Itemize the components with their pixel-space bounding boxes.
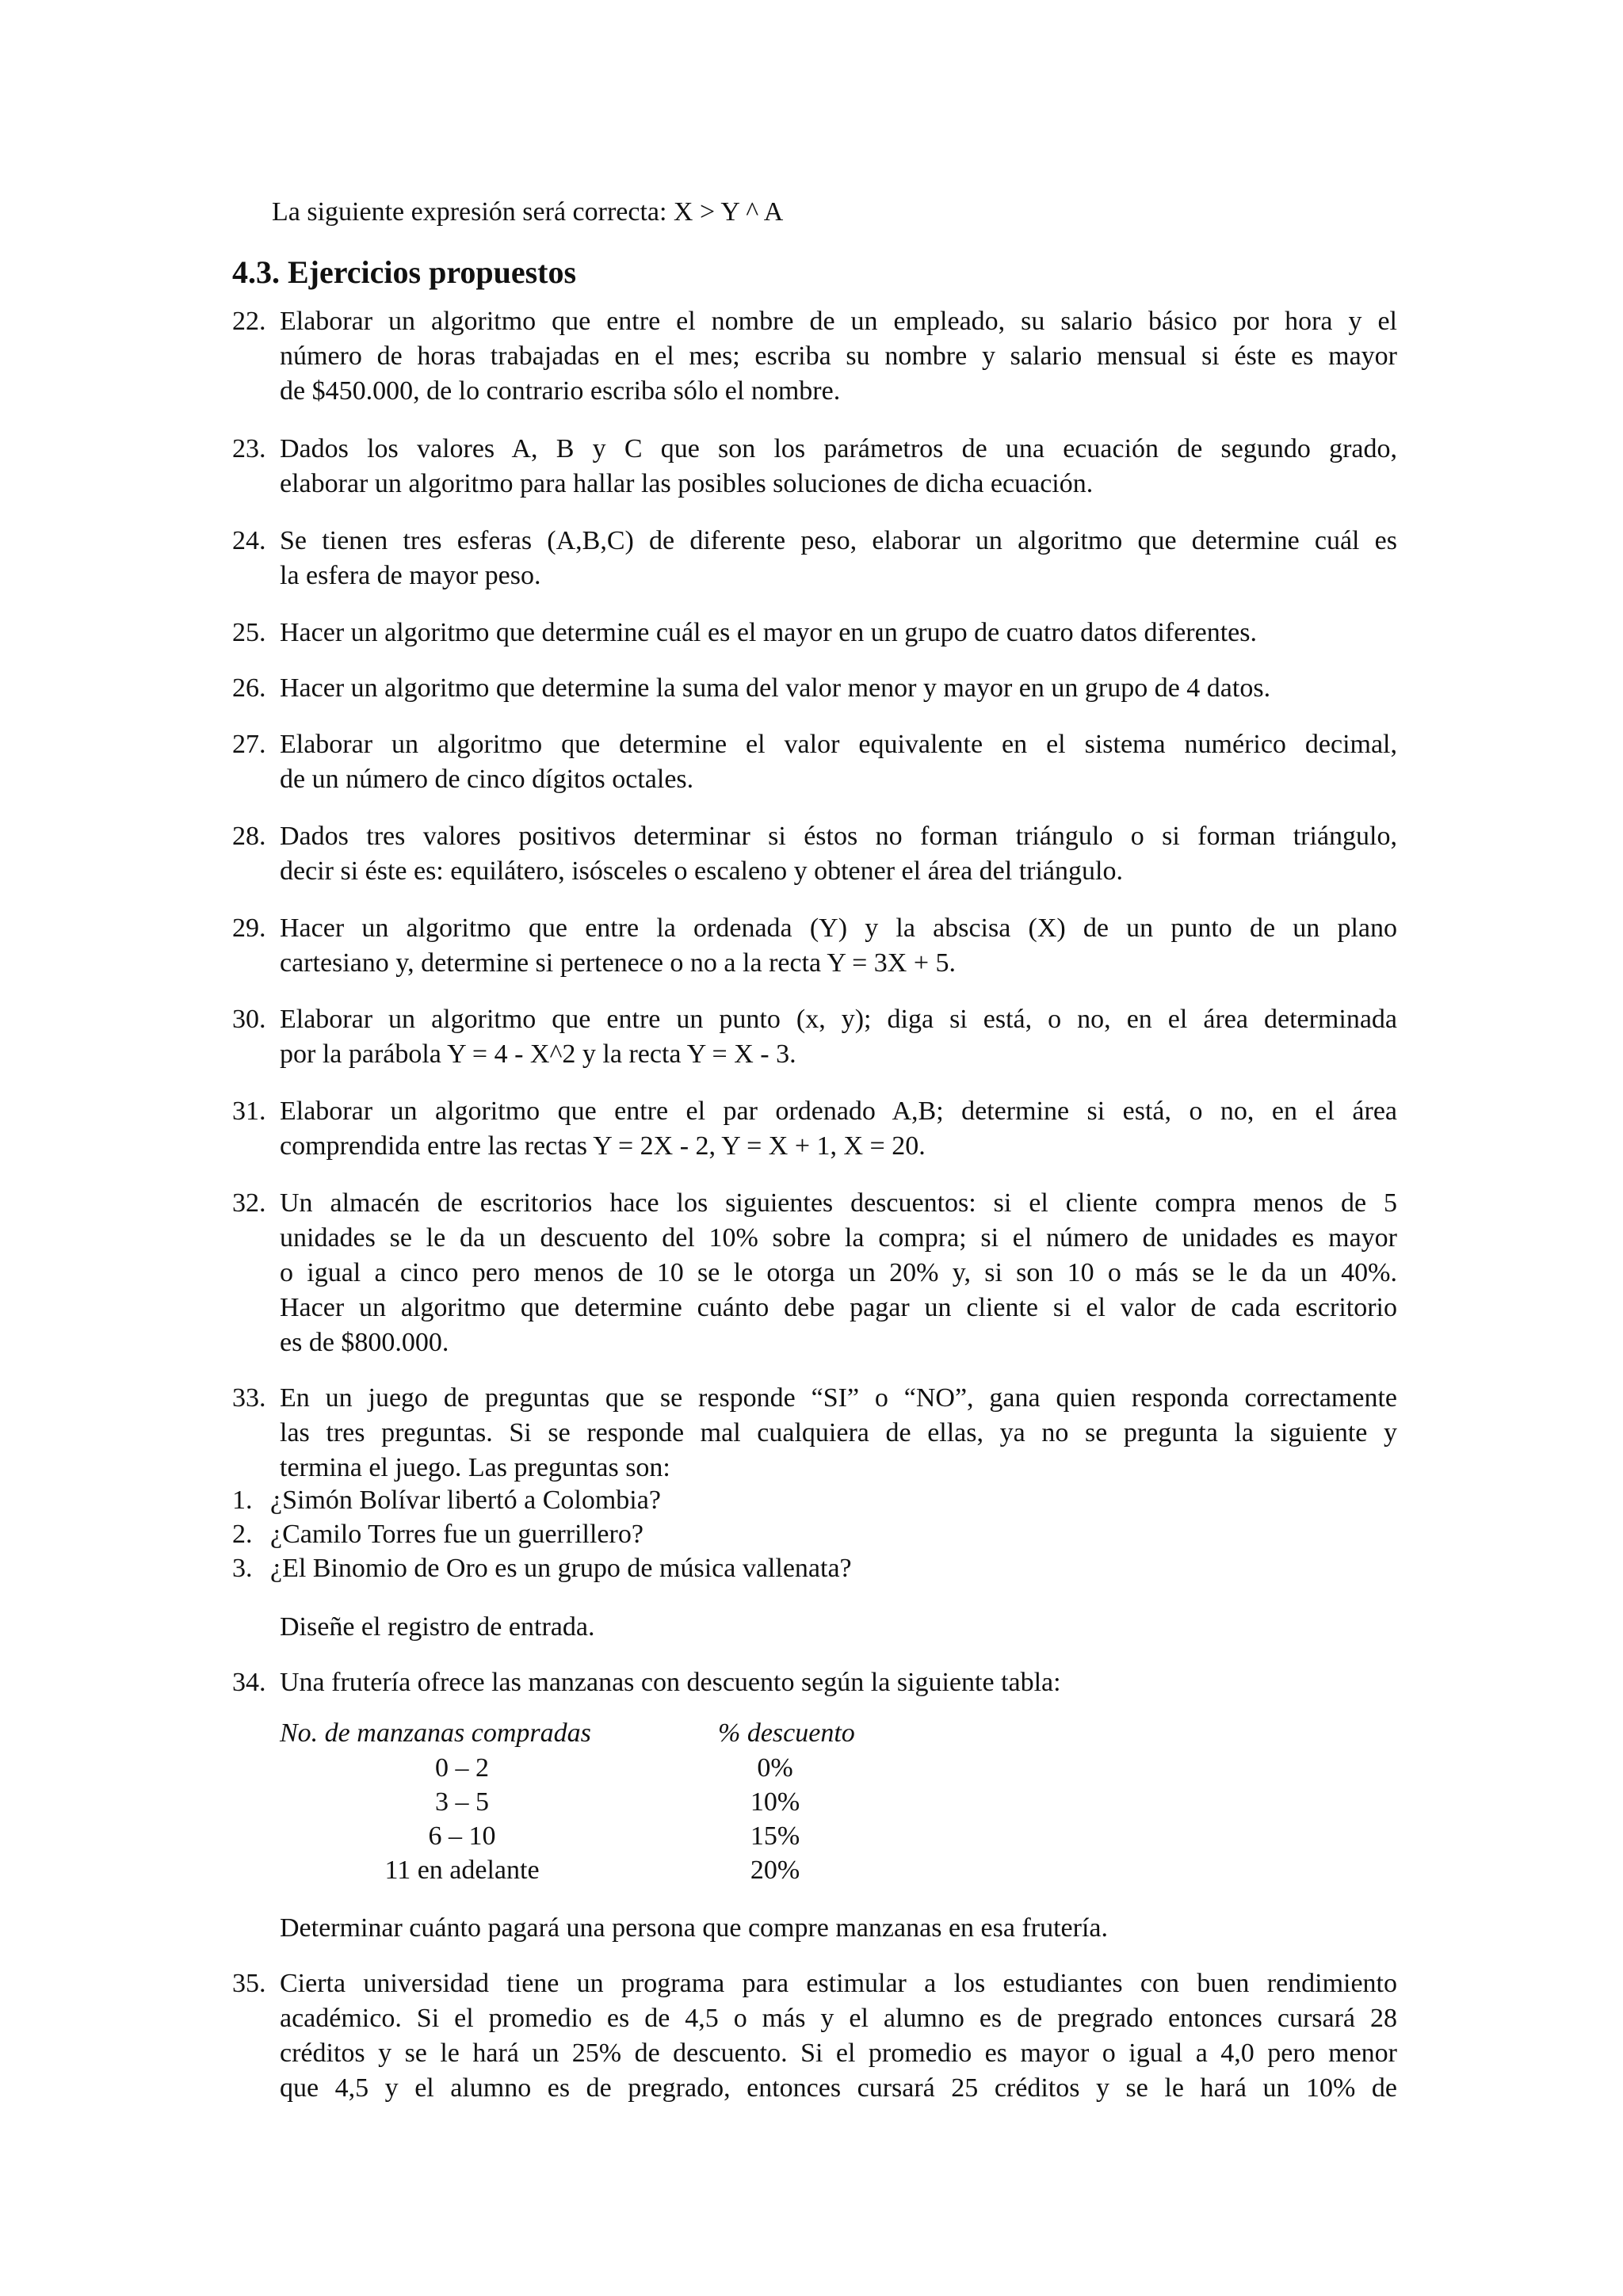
exercise-line: es de $800.000.	[280, 1328, 449, 1357]
exercise-number: 25.	[232, 618, 266, 647]
exercise-text	[280, 819, 1397, 889]
exercise-line: las tres preguntas. Si se responde mal cualquiera de ellas, ya no se pregunta la siguiente y	[280, 1418, 1397, 1447]
exercise-text	[280, 671, 1397, 706]
table-header-discount: % descuento	[718, 1718, 855, 1748]
exercise-line: Hacer un algoritmo que determine cuánto debe pagar un cliente si el valor de cada escritorio	[280, 1293, 1397, 1322]
exercise-line: créditos y se le hará un 25% de descuento. Si el promedio es mayor o igual a 4,0 pero menor	[280, 2039, 1397, 2068]
exercise-30	[232, 1002, 1397, 1072]
exercise-28	[232, 819, 1397, 889]
exercise-number: 23.	[232, 434, 266, 463]
exercise-line: Dados tres valores positivos determinar si éstos no forman triángulo o si forman triángulo,	[280, 822, 1397, 851]
design-note: Diseñe el registro de entrada.	[280, 1612, 595, 1642]
exercise-number: 27.	[232, 730, 266, 759]
question-text: ¿Simón Bolívar libertó a Colombia?	[270, 1486, 661, 1515]
exercise-number: 28.	[232, 822, 266, 851]
question-item	[232, 1517, 643, 1552]
exercise-line: Se tienen tres esferas (A,B,C) de diferente peso, elaborar un algoritmo que determine cuál es	[280, 526, 1397, 555]
table-cell-discount: 10%	[750, 1787, 800, 1817]
exercise-text	[280, 1665, 1397, 1700]
exercise-number: 34.	[232, 1668, 266, 1697]
table-cell-quantity: 6 – 10	[428, 1821, 496, 1851]
exercise-line: de un número de cinco dígitos octales.	[280, 765, 694, 794]
exercise-line: unidades se le da un descuento del 10% sobre la compra; si el número de unidades es mayor	[280, 1223, 1397, 1253]
question-number: 3.	[232, 1554, 253, 1583]
exercise-text	[280, 304, 1397, 409]
exercise-27	[232, 727, 1397, 797]
exercise-line: Elaborar un algoritmo que entre el par ordenado A,B; determine si está, o no, en el área	[280, 1097, 1397, 1126]
table-cell-discount: 15%	[750, 1821, 800, 1851]
exercise-number: 22.	[232, 307, 266, 336]
exercise-number: 30.	[232, 1005, 266, 1034]
table-cell-quantity: 11 en adelante	[384, 1855, 540, 1885]
exercise-line: cartesiano y, determine si pertenece o no a la recta Y = 3X + 5.	[280, 948, 957, 978]
exercise-line: Elaborar un algoritmo que entre un punto (x, y); diga si está, o no, en el área determinada	[280, 1005, 1397, 1034]
exercise-text	[280, 1966, 1397, 2106]
table-header-quantity: No. de manzanas compradas	[280, 1718, 591, 1748]
exercise-text	[280, 616, 1397, 650]
exercise-34-closing: Determinar cuánto pagará una persona que compre manzanas en esa frutería.	[280, 1913, 1108, 1943]
exercise-line: elaborar un algoritmo para hallar las posibles soluciones de dicha ecuación.	[280, 469, 1094, 498]
table-cell-discount: 20%	[750, 1855, 800, 1885]
exercise-25	[232, 616, 1397, 650]
exercise-line: Hacer un algoritmo que entre la ordenada (Y) y la abscisa (X) de un punto de un plano	[280, 913, 1397, 943]
exercise-line: Hacer un algoritmo que determine cuál es el mayor en un grupo de cuatro datos diferentes.	[280, 618, 1257, 647]
exercise-number: 32.	[232, 1188, 266, 1218]
exercise-text	[280, 1381, 1397, 1486]
exercise-34	[232, 1665, 1397, 1700]
exercise-text	[280, 911, 1397, 981]
exercise-line: termina el juego. Las preguntas son:	[280, 1453, 670, 1482]
exercise-line: por la parábola Y = 4 - X^2 y la recta Y = X - 3.	[280, 1039, 796, 1069]
exercise-24	[232, 524, 1397, 593]
exercise-line: Hacer un algoritmo que determine la suma del valor menor y mayor en un grupo de 4 datos.	[280, 673, 1271, 703]
question-item	[232, 1483, 661, 1518]
exercise-number: 26.	[232, 673, 266, 703]
exercise-29	[232, 911, 1397, 981]
question-item	[232, 1551, 852, 1586]
exercise-line: Una frutería ofrece las manzanas con descuento según la siguiente tabla:	[280, 1668, 1061, 1697]
exercise-line: Elaborar un algoritmo que entre el nombre de un empleado, su salario básico por hora y el	[280, 307, 1397, 336]
exercise-line: Cierta universidad tiene un programa para estimular a los estudiantes con buen rendimiento	[280, 1969, 1397, 1998]
exercise-number: 33.	[232, 1383, 266, 1413]
exercise-text	[280, 524, 1397, 593]
exercise-line: que 4,5 y el alumno es de pregrado, entonces cursará 25 créditos y se le hará un 10% de	[280, 2073, 1397, 2103]
exercise-number: 31.	[232, 1097, 266, 1126]
exercise-number: 24.	[232, 526, 266, 555]
exercise-line: número de horas trabajadas en el mes; escriba su nombre y salario mensual si éste es mayor	[280, 341, 1397, 371]
section-heading: 4.3. Ejercicios propuestos	[232, 254, 577, 290]
exercise-line: o igual a cinco pero menos de 10 se le otorga un 20% y, si son 10 o más se le da un 40%.	[280, 1258, 1397, 1287]
exercise-32	[232, 1186, 1397, 1360]
question-number: 2.	[232, 1520, 253, 1549]
exercise-26	[232, 671, 1397, 706]
exercise-line: académico. Si el promedio es de 4,5 o más y el alumno es de pregrado entonces cursará 28	[280, 2004, 1397, 2033]
exercise-text	[280, 1186, 1397, 1360]
exercise-line: Un almacén de escritorios hace los siguientes descuentos: si el cliente compra menos de 5	[280, 1188, 1397, 1218]
exercise-22	[232, 304, 1397, 409]
exercise-text	[280, 432, 1397, 502]
exercise-text	[280, 1094, 1397, 1164]
exercise-line: la esfera de mayor peso.	[280, 561, 541, 590]
exercise-line: de $450.000, de lo contrario escriba sólo el nombre.	[280, 376, 841, 406]
exercise-line: Dados los valores A, B y C que son los parámetros de una ecuación de segundo grado,	[280, 434, 1397, 463]
exercise-23	[232, 432, 1397, 502]
table-cell-quantity: 3 – 5	[435, 1787, 489, 1817]
exercise-text	[280, 727, 1397, 797]
intro-line: La siguiente expresión será correcta: X > Y ^ A	[272, 197, 784, 227]
exercise-33	[232, 1381, 1397, 1486]
exercise-text	[280, 1002, 1397, 1072]
table-cell-discount: 0%	[757, 1753, 793, 1783]
exercise-line: decir si éste es: equilátero, isósceles o escaleno y obtener el área del triángulo.	[280, 856, 1123, 886]
question-text: ¿Camilo Torres fue un guerrillero?	[270, 1520, 643, 1549]
exercise-31	[232, 1094, 1397, 1164]
exercise-line: comprendida entre las rectas Y = 2X - 2, Y = X + 1, X = 20.	[280, 1131, 926, 1161]
exercise-line: En un juego de preguntas que se responde “SI” o “NO”, gana quien responda correctamente	[280, 1383, 1397, 1413]
exercise-line: Elaborar un algoritmo que determine el valor equivalente en el sistema numérico decimal,	[280, 730, 1397, 759]
exercise-35	[232, 1966, 1397, 2106]
question-text: ¿El Binomio de Oro es un grupo de música vallenata?	[270, 1554, 852, 1583]
question-number: 1.	[232, 1486, 253, 1515]
exercise-number: 29.	[232, 913, 266, 943]
discount-table-header	[280, 1716, 855, 1751]
table-cell-quantity: 0 – 2	[435, 1753, 489, 1783]
exercise-number: 35.	[232, 1969, 266, 1998]
